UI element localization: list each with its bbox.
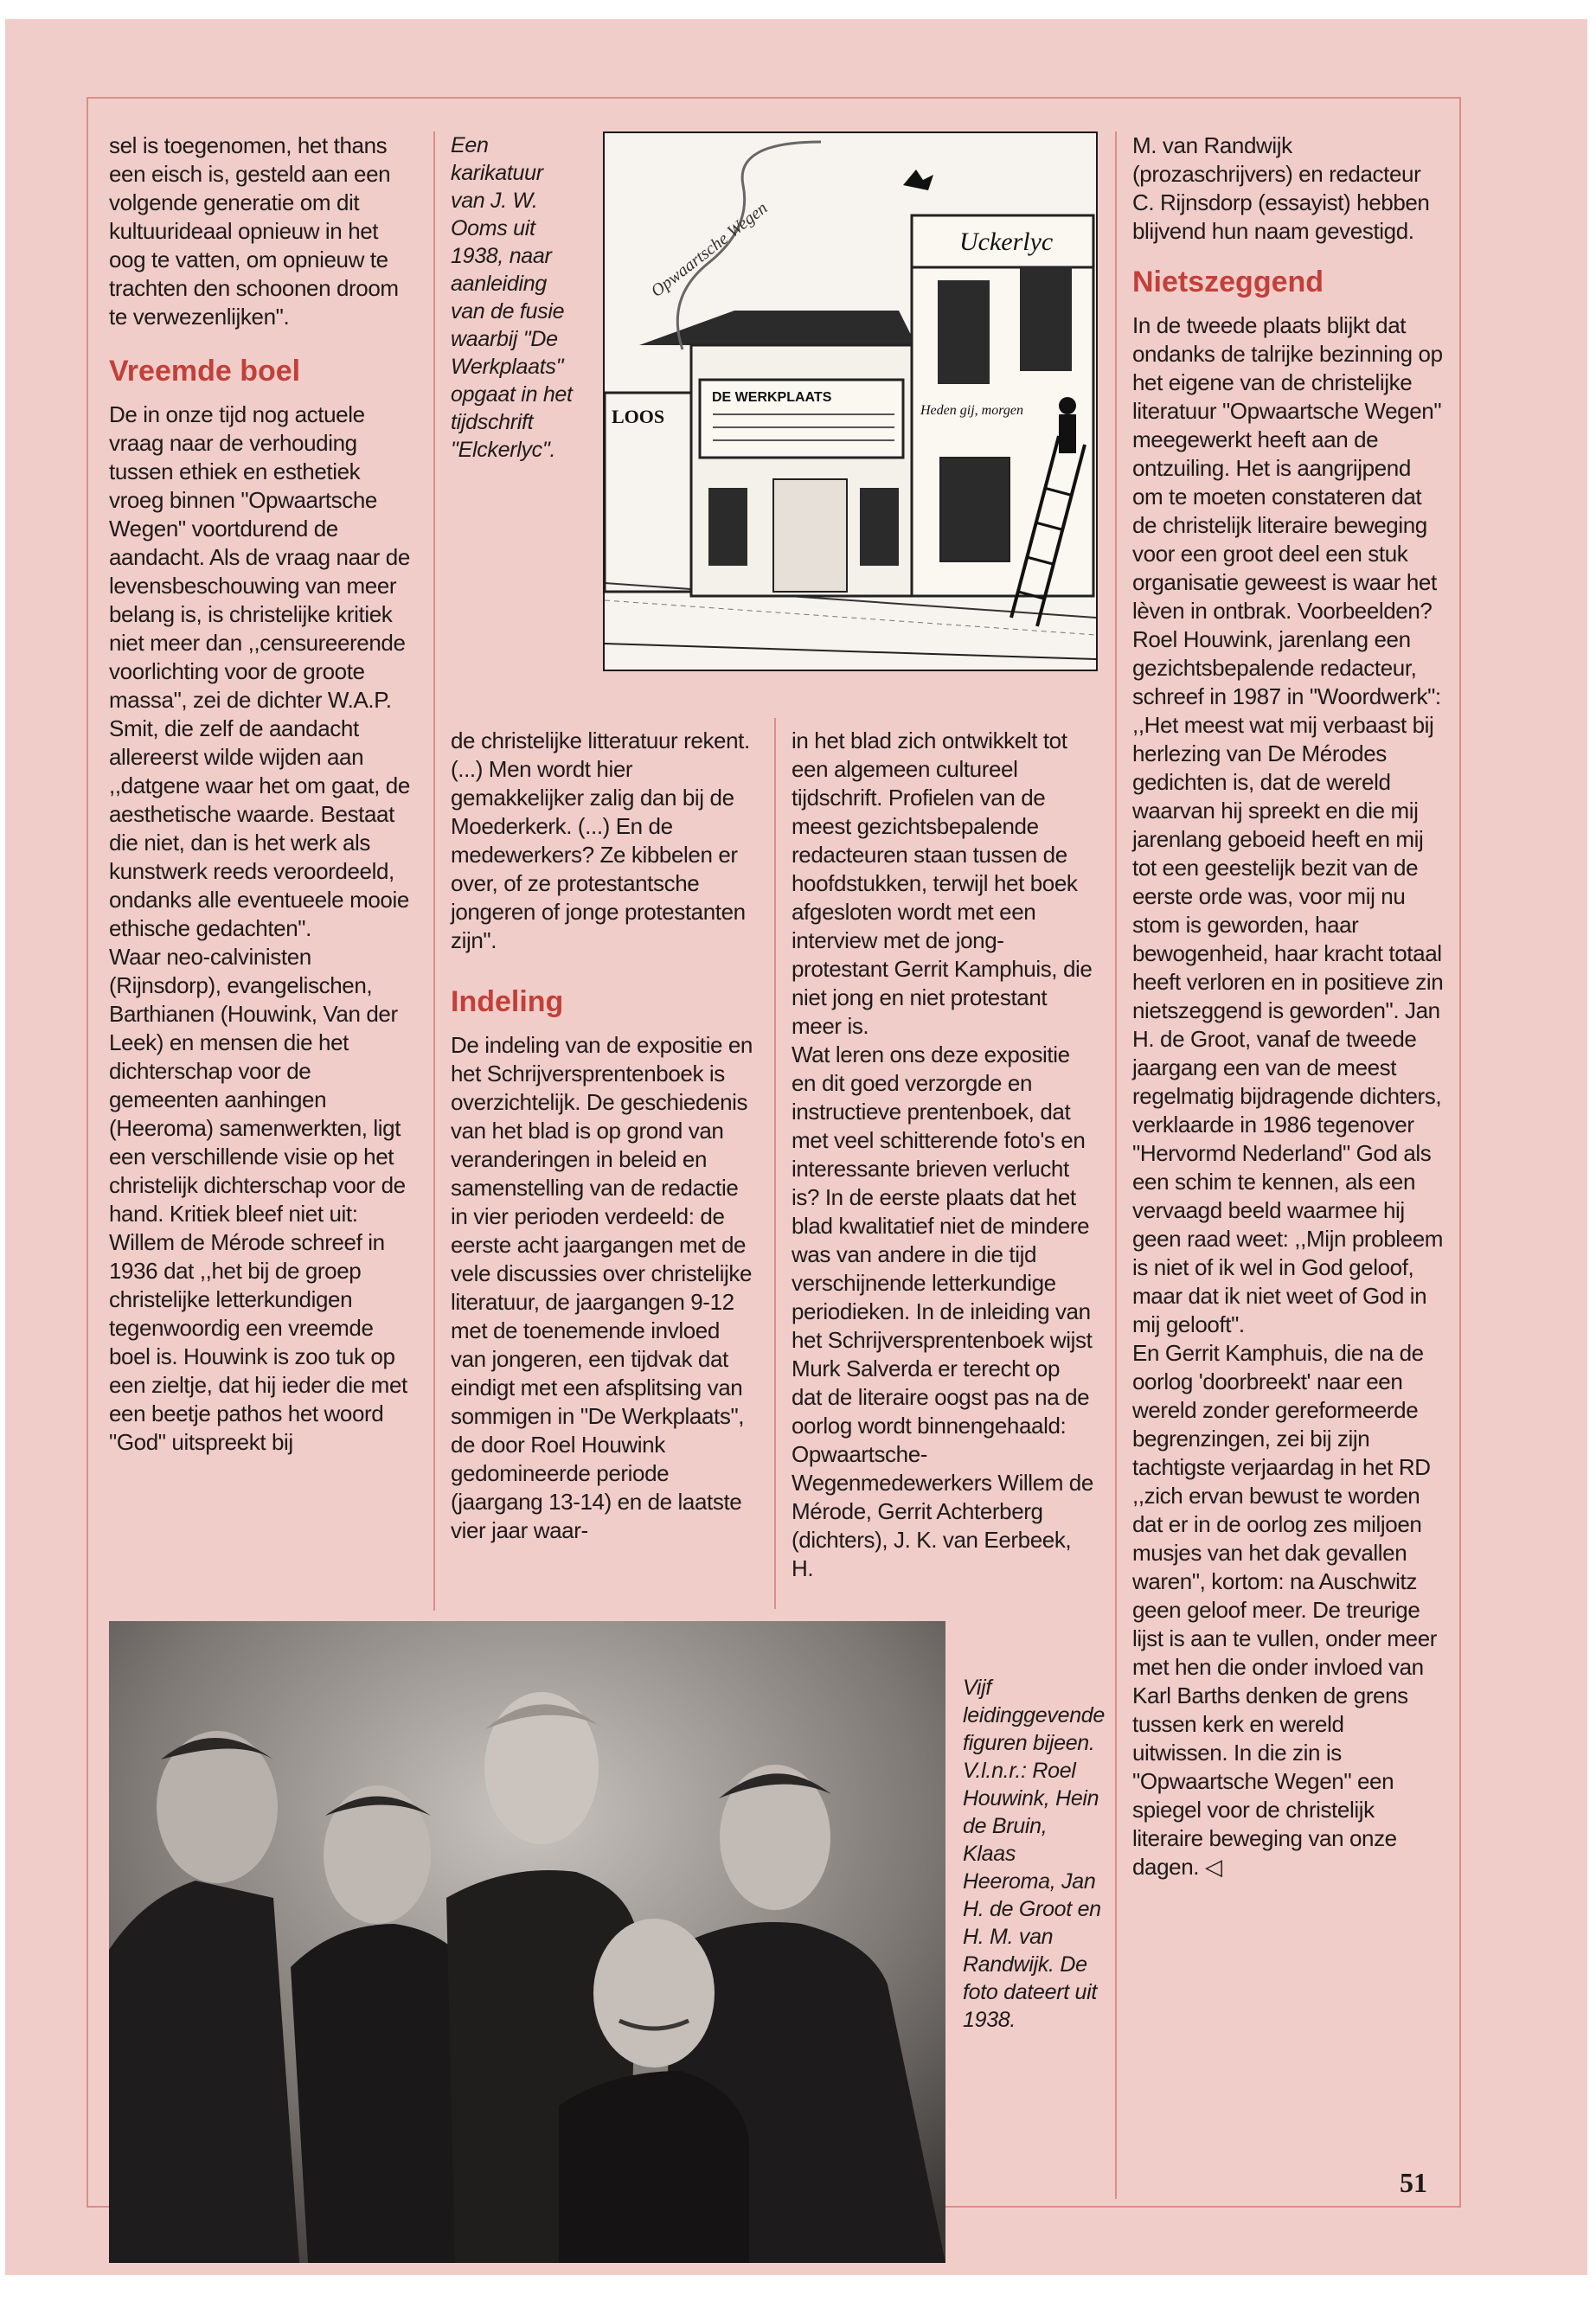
cartoon-drawing [605, 133, 1096, 670]
column-3 [792, 727, 1094, 1583]
column-divider [774, 718, 776, 1609]
section-heading-indeling: Indeling [451, 985, 564, 1018]
column-divider [433, 131, 435, 1611]
paragraph: de christelijke litteratuur rekent. (...) Men wordt hier gemakkelijker zalig dan bij de Moederkerk. (...) En de medewerkers? Ze kibbelen er over, of ze protestantsche jongeren of jonge protestanten zijn". [451, 727, 750, 953]
paragraph: En Gerrit Kamphuis, die na de oorlog 'doorbreekt' naar een wereld zonder gereformeerde begrenzingen, zei bij zijn tachtigste verjaardag in het RD ,,zich ervan bewust te worden dat er in de oorlog zes miljoen musjes van het dak gevallen waren", kortom: na Auschwitz geen geloof meer. De treurige lijst is aan te vullen, onder meer met hen die onder invloed van Karl Barths denken de grens tussen kerk en wereld uitwissen. In die zin is "Opwaartsche Wegen" een spiegel voor de christelijk literaire beweging van onze dagen. ◁ [1132, 1340, 1438, 1880]
sign-loos: LOOS [612, 406, 665, 427]
column-4 [1132, 131, 1444, 1881]
paragraph: De in onze tijd nog actuele vraag naar de verhouding tussen ethiek en esthetiek vroeg binnen "Opwaartsche Wegen" voortdurend de aandacht. Als de vraag naar de levensbeschouwing van meer belang is, is christelijke kritiek niet meer dan ,,censureerende voorlichting voor de groote massa", zei de dichter W.A.P. Smit, die zelf de aandacht allereerst wilde wijden aan ,,datgene waar het om gaat, de aesthetische waarde. Bestaat die niet, dan is het werk als kunstwerk reeds veroordeeld, ondanks alle eventueele mooie ethische gedachten". [109, 401, 410, 941]
paragraph: Wat leren ons deze expositie en dit goed verzorgde en instructieve prentenboek, dat met veel schitterende foto's en interessante brieven verlucht is? In de eerste plaats dat het blad kwalitatief niet de mindere was van andere in die tijd verschijnende letterkundige periodieken. In de inleiding van het Schrijversprentenboek wijst Murk Salverda er terecht op dat de literaire oogst pas na de oorlog wordt binnengehaald: Opwaartsche-Wegenmedewerkers Willem de Mérode, Gerrit Achterberg (dichters), J. K. van Eerbeek, H. [792, 1042, 1093, 1581]
section-heading-nietszeggend: Nietszeggend [1132, 266, 1324, 298]
column-2 [451, 727, 753, 1545]
column-divider [1115, 131, 1117, 2199]
sign-uckerlyc: Uckerlyc [959, 228, 1054, 256]
paragraph: in het blad zich ontwikkelt tot een algemeen cultureel tijdschrift. Profielen van de meest gezichtsbepalende redacteuren staan tussen de hoofdstukken, terwijl het boek afgesloten wordt met een interview met de jong-protestant Gerrit Kamphuis, die niet jong en niet protestant meer is. [792, 727, 1093, 1039]
sign-heden: Heden gij, morgen [920, 403, 1023, 418]
paragraph: Waar neo-calvinisten (Rijnsdorp), evangelischen, Barthianen (Houwink, Van der Leek) en mensen die het dichterschap voor de gemeenten aanhingen (Heeroma) samenwerkten, ligt een verschillende visie op het christelijk dichterschap voor de hand. Kritiek bleef niet uit: Willem de Mérode schreef in 1936 dat ,,het bij de groep christelijke letterkundigen tegenwoordig een vreemde boel is. Houwink is zoo tuk op een zieltje, dat hij ieder die met een beetje pathos het woord "God" uitspreekt bij [109, 944, 407, 1455]
section-heading-vreemde-boel: Vreemde boel [109, 355, 301, 388]
photo-figures [109, 1621, 945, 2263]
group-photograph [109, 1621, 945, 2263]
smoke-script: Opwaartsche Wegen [647, 198, 772, 301]
paragraph: In de tweede plaats blijkt dat ondanks de talrijke bezinning op het eigene van de christelijke literatuur "Opwaartsche Wegen" meegewerkt heeft aan de ontzuiling. Het is aangrijpend om te moeten constateren dat de christelijk literaire beweging voor een groot deel een stuk organisatie geweest is waar het lèven in ontbrak. Voorbeelden? Roel Houwink, jarenlang een gezichtsbepalende redacteur, schreef in 1987 in "Woordwerk": ,,Het meest wat mij verbaast bij herlezing van De Mérodes gedichten is, dat de wereld waarvan hij spreekt en die mij jarenlang geboeid heeft en mij tot een geestelijk bezit van de eerste orde was, voor mij nu stom is geworden, haar bewogenheid, haar kracht totaal heeft verloren en in positieve zin nietszeggend is geworden". Jan H. de Groot, vanaf de tweede jaargang een van de meest regelmatig bijdragende dichters, verklaarde in 1986 tegenover "Hervormd Nederland" God als een schim te kennen, als een vervaagd beeld waarmee hij geen raad weet: ,,Mijn probleem is niet of ik wel in God geloof, maar dat ik niet weet of God in mij gelooft". [1132, 312, 1444, 1337]
photo-caption: Vijf leidinggevende figuren bijeen. V.l.n.r.: Roel Houwink, Hein de Bruin, Klaas Heeroma, Jan H. de Groot en H. M. van Randwijk. De foto dateert uit 1938. [963, 1676, 1106, 2032]
cartoon-caption: Een karikatuur van J. W. Ooms uit 1938, naar aanleiding van de fusie waarbij "De Werkplaats" opgaat in het tijdschrift "Elckerlyc". [451, 133, 573, 462]
paragraph: sel is toegenomen, het thans een eisch is, gesteld aan een volgende generatie om dit kultuurideaal opnieuw in het oog te vatten, om opnieuw te trachten den schoonen droom te verwezenlijken". [109, 132, 399, 330]
page-number: 51 [1400, 2167, 1427, 2198]
paragraph: M. van Randwijk (prozaschrijvers) en redacteur C. Rijnsdorp (essayist) hebben blijvend hun naam gevestigd. [1132, 132, 1430, 244]
column-1 [109, 131, 410, 1457]
paragraph: De indeling van de expositie en het Schrijversprentenboek is overzichtelijk. De geschiedenis van het blad is op grond van veranderingen in beleid en samenstelling van de redactie in vier perioden verdeeld: de eerste acht jaargangen met de vele discussies over christelijke literatuur, de jaargangen 9-12 met de toenemende invloed van jongeren, een tijdvak dat eindigt met een afsplitsing van sommigen in "De Werkplaats", de door Roel Houwink gedomineerde periode (jaargang 13-14) en de laatste vier jaar waar- [451, 1032, 753, 1543]
sign-de-werkplaats: DE WERKPLAATS [712, 390, 832, 405]
cartoon-illustration [603, 131, 1098, 671]
